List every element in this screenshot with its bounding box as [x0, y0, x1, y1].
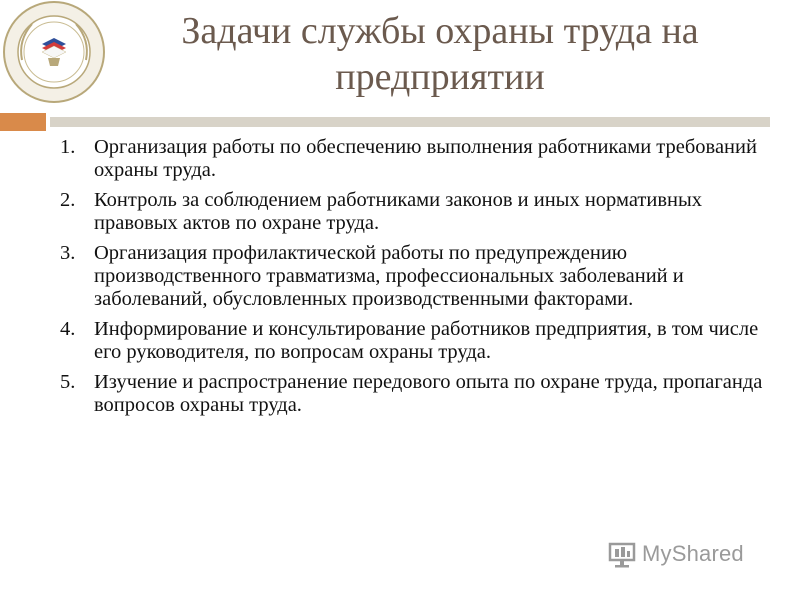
title-divider	[50, 117, 770, 127]
list-item	[60, 189, 772, 235]
list-item	[60, 371, 772, 417]
list-item-number: 5.	[60, 371, 76, 393]
list-item-number: 1.	[60, 136, 76, 158]
task-list	[60, 136, 772, 424]
list-item-text: Информирование и консультирование работников предприятия, в том числе его руководителя, по вопросам охраны труда.	[94, 318, 759, 363]
myshared-logo-icon	[606, 538, 638, 570]
list-item-text: Организация профилактической работы по предупреждению производственного травматизма, профессиональных заболеваний и заболеваний, обусловленных производственными факторами.	[94, 242, 684, 310]
list-item-number: 4.	[60, 318, 76, 340]
title-accent-bar	[0, 113, 46, 131]
list-item	[60, 242, 772, 311]
list-item-number: 2.	[60, 189, 76, 211]
watermark-text: MyShared	[642, 541, 744, 566]
list-item-number: 3.	[60, 242, 76, 264]
slide-title: Задачи службы охраны труда на предприятии	[181, 10, 699, 98]
list-item-text: Изучение и распространение передового опыта по охране труда, пропаганда вопросов охраны труда.	[94, 371, 763, 416]
university-seal-icon	[2, 0, 106, 104]
list-item-text: Организация работы по обеспечению выполнения работниками требований охраны труда.	[94, 136, 757, 181]
myshared-watermark	[606, 536, 744, 572]
list-item	[60, 136, 772, 182]
list-item	[60, 318, 772, 364]
list-item-text: Контроль за соблюдением работниками законов и иных нормативных правовых актов по охране труда.	[94, 189, 702, 234]
